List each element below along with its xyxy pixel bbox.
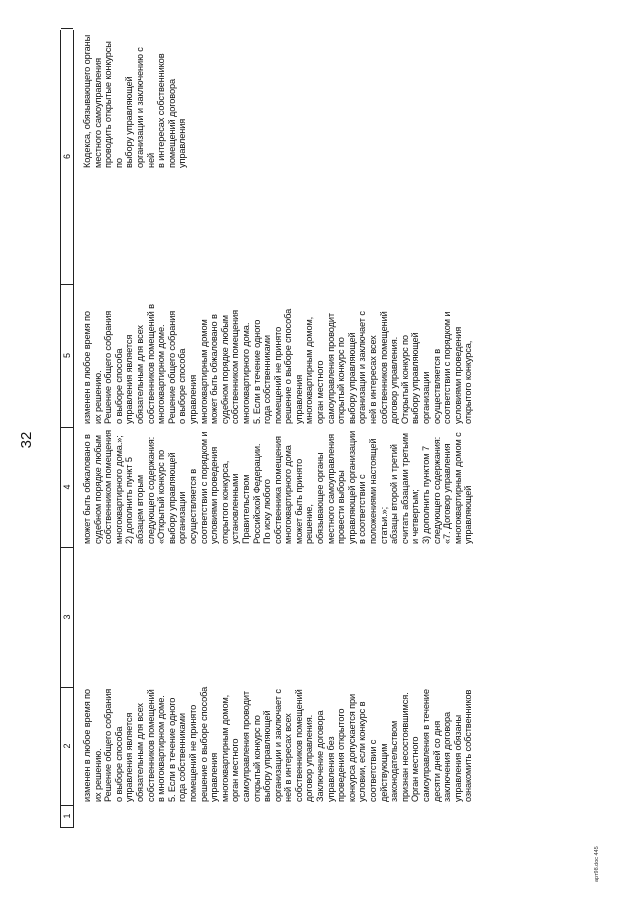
column-6-text: Кодекса, обязывающего органы местного самоуправления проводить открытые конкурсы по выбору управляющей организации и заключению с ней в интересах собственников помещений договора управления [82,34,188,168]
column-4-text: может быть обжаловано в судебном порядке любым собственником помещения многоквартирного дома.»; 2) дополнить пункт 5 абзацем вторым следующего содержания: «Открытый конкурс по выбору управляющей организации осуществляется в соответствии с порядком и условиями проведения открытого конкурса, установленными Правительством Российской Федерации. По иску любого собственника помещения многоквартирного дома может быть принято решение, обязывающее органы местного самоуправления провести выборы управляющей организации в соответствии с положениями настоящей статьи.»; абзацы второй и третий считать абзацами третьим и четвертым; 3) дополнить пунктом 7 следующего содержания: «7. Договор управления многоквартирным домом с управляющей [82,430,474,544]
header-col-4: 4 [61,427,73,548]
page-number: 32 [18,431,35,449]
footer-file-code: арт98.doc 445 [594,846,600,882]
header-col-6: 6 [61,28,73,285]
header-col-5: 5 [61,284,73,428]
column-5-text: изменен в любое время по их решению. Решение общего собрания о выборе способа управления является обязательным для всех собственников помещений в многоквартирном доме. Решение общего собрания о выборе способа управления многоквартирным домом может быть обжаловано в судебном порядке любым собственником помещения многоквартирного дома. 5. Если в течение одного года собственниками помещений не принято решение о выборе способа управления многоквартирным домом, орган местного самоуправления проводит открытый конкурс по выбору управляющей организации и заключает с ней в интересах всех собственников помещений договор управления. Открытый конкурс по выбору управляющей организации осуществляется в соответствии с порядком и условиями проведения открытого конкурса, [82,304,474,424]
column-2-text: изменен в любое время по их решению. Решение общего собрания о выборе способа управления является обязательным для всех собственников помещений в многоквартирном доме. 5. Если в течение одного года собственниками помещений не принято решение о выборе способа управления многоквартирным домом, орган местного самоуправления проводит открытый конкурс по выбору управляющей организации и заключает с ней в интересах всех собственников помещений договор управления. Заключение договора управления без проведения открытого конкурса допускается при условии, если конкурс в соответствии с действующим законодательством признан несостоявшимся. Орган местного самоуправления в течение десяти дней со дня заключения договора управления обязаны ознакомить собственников [82,686,474,802]
header-col-3: 3 [61,547,73,688]
table-header-row [60,30,74,828]
header-col-2: 2 [61,687,73,806]
header-col-1: 1 [61,805,73,828]
comparison-table [60,30,620,828]
